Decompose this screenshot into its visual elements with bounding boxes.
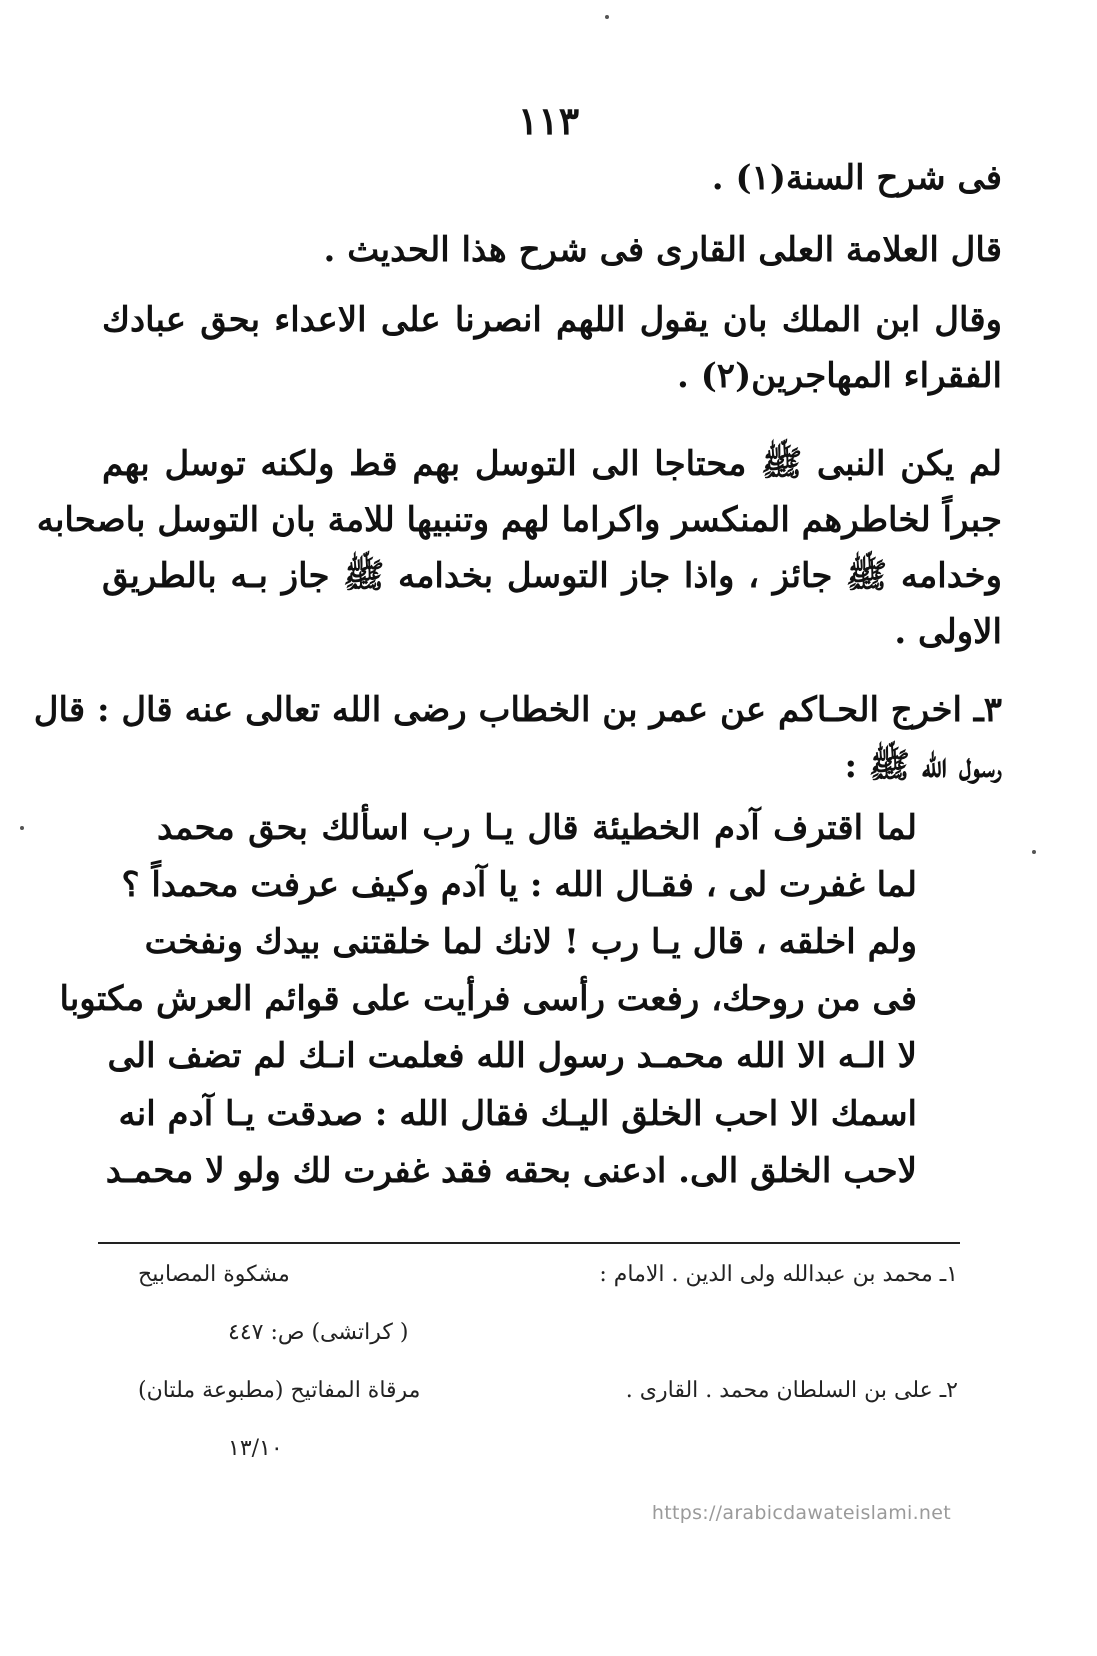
- paragraph-5: [33, 682, 1002, 794]
- watermark-url: https://arabicdawateislami.net: [651, 1502, 951, 1524]
- paragraph-4: [36, 436, 1002, 660]
- quote-line: لما اقترف آدم الخطيئة قال يـا رب اسألك بحق محمد: [157, 808, 917, 848]
- quote-line: لما غفرت لى ، فقـال الله : يا آدم وكيف عرفت محمداً ؟: [121, 865, 917, 906]
- footnote-author: ٢ـ على بن السلطان محمد . القارى .: [625, 1378, 958, 1403]
- scan-speck: [20, 826, 24, 830]
- footnote-2: [98, 1378, 958, 1436]
- paragraph-3: [102, 292, 1002, 404]
- footnote-title: مرقاة المفاتيح (مطبوعة ملتان): [138, 1378, 421, 1403]
- quote-line: لا الـه الا الله محمـد رسول الله فعلمت انـك لم تضف الى: [107, 1036, 917, 1077]
- scan-speck: [1032, 850, 1036, 854]
- quote-line: ولم اخلقه ، قال يـا رب ! لانك لما خلقتنى بيدك ونفخت: [144, 922, 917, 963]
- quote-line: اسمك الا احب الخلق اليـك فقال الله : صدقت يـا آدم انه: [118, 1093, 917, 1134]
- scan-speck: [605, 15, 609, 19]
- footnote-1-sub: [98, 1320, 958, 1378]
- text-line: رسول الله ﷺ :: [844, 746, 1002, 787]
- footnotes: [98, 1262, 958, 1494]
- footnote-1: [98, 1262, 958, 1320]
- footnote-title: مشكوة المصابيح: [138, 1262, 290, 1287]
- footnote-author: ١ـ محمد بن عبدالله ولى الدين . الامام :: [599, 1262, 958, 1287]
- paragraph-1: [102, 150, 1002, 206]
- text-line: وقال ابن الملك بان يقول اللهم انصرنا على الاعداء بحق عبادك: [102, 300, 1002, 340]
- footnote-reference: ١٣/١٠: [228, 1436, 283, 1461]
- text-line: قال العلامة العلى القارى فى شرح هذا الحديث .: [323, 230, 1002, 270]
- page-number: ١١٣: [517, 98, 580, 143]
- text-line: ٣ـ اخرج الحـاكم عن عمر بن الخطاب رضى الله تعالى عنه قال : قال: [33, 690, 1002, 730]
- quote-line: لاحب الخلق الى. ادعنى بحقه فقد غفرت لك ولو لا محمـد: [105, 1150, 917, 1191]
- text-line: لم يكن النبى ﷺ محتاجا الى التوسل بهم قط ولكنه توسل بهم: [102, 444, 1002, 484]
- text-line: فى شرح السنة(١) .: [711, 158, 1002, 198]
- footnote-divider: [98, 1242, 960, 1244]
- paragraph-2: [102, 222, 1002, 278]
- text-line: جبراً لخاطرهم المنكسر واكراما لهم وتنبيها للامة بان التوسل باصحابه: [36, 500, 1002, 541]
- quote-line: فى من روحك، رفعت رأسى فرأيت على قوائم العرش مكتوبا: [59, 979, 917, 1020]
- text-line: الاولى .: [894, 612, 1002, 653]
- footnote-reference: ( كراتشى) ص: ٤٤٧: [228, 1320, 409, 1345]
- hadith-quote: [59, 800, 917, 1200]
- footnote-2-sub: [98, 1436, 958, 1494]
- text-line: الفقراء المهاجرين(٢) .: [677, 356, 1002, 397]
- text-line: وخدامه ﷺ جائز ، واذا جاز التوسل بخدامه ﷺ جاز بـه بالطريق: [102, 556, 1002, 597]
